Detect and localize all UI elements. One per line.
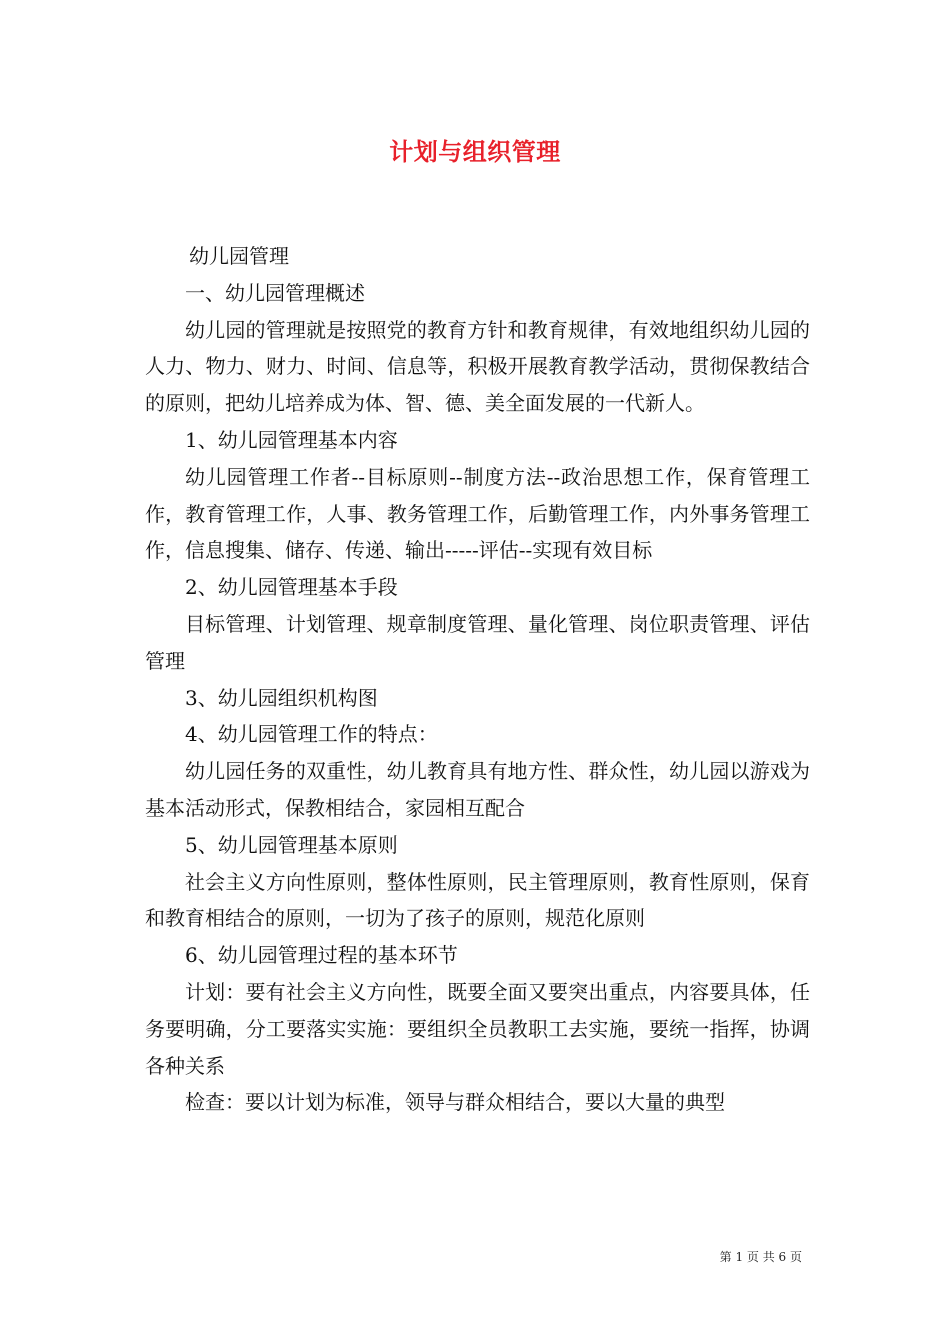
paragraph-basic-content: 幼儿园管理工作者--目标原则--制度方法--政治思想工作，保育管理工作，教育管理工作，人事、教务管理工作，后勤管理工作，内外事务管理工作，信息搜集、储存、传递、输出-----评估--实现有效目标: [145, 464, 810, 563]
heading-basic-principles: 5、幼儿园管理基本原则: [185, 832, 398, 857]
heading-process-steps: 6、幼儿园管理过程的基本环节: [185, 943, 458, 968]
heading-basic-content: 1、幼儿园管理基本内容: [185, 427, 398, 452]
paragraph-check: 检查：要以计划为标准，领导与群众相结合，要以大量的典型: [185, 1090, 725, 1115]
section-heading-kindergarten-management: 幼儿园管理: [189, 244, 289, 268]
section-heading-overview: 一、幼儿园管理概述: [185, 280, 365, 305]
document-body: [145, 238, 810, 1121]
paragraph-basic-principles: 社会主义方向性原则，整体性原则，民主管理原则，教育性原则，保育和教育相结合的原则，一切为了孩子的原则，规范化原则: [145, 869, 810, 931]
heading-basic-means: 2、幼儿园管理基本手段: [185, 575, 398, 600]
heading-characteristics: 4、幼儿园管理工作的特点：: [185, 722, 438, 747]
paragraph-basic-means: 目标管理、计划管理、规章制度管理、量化管理、岗位职责管理、评估管理: [145, 611, 810, 673]
heading-org-chart: 3、幼儿园组织机构图: [185, 685, 378, 710]
paragraph-plan: 计划：要有社会主义方向性，既要全面又要突出重点，内容要具体，任务要明确，分工要落实实施：要组织全员教职工去实施，要统一指挥，协调各种关系: [145, 979, 810, 1078]
document-title: 计划与组织管理: [389, 137, 561, 166]
paragraph-overview: 幼儿园的管理就是按照党的教育方针和教育规律，有效地组织幼儿园的人力、物力、财力、时间、信息等，积极开展教育教学活动，贯彻保教结合的原则，把幼儿培养成为体、智、德、美全面发展的一代新人。: [145, 317, 810, 416]
page-number: 第 1 页 共 6 页: [719, 1250, 802, 1264]
paragraph-characteristics: 幼儿园任务的双重性，幼儿教育具有地方性、群众性，幼儿园以游戏为基本活动形式，保教相结合，家园相互配合: [145, 759, 810, 820]
